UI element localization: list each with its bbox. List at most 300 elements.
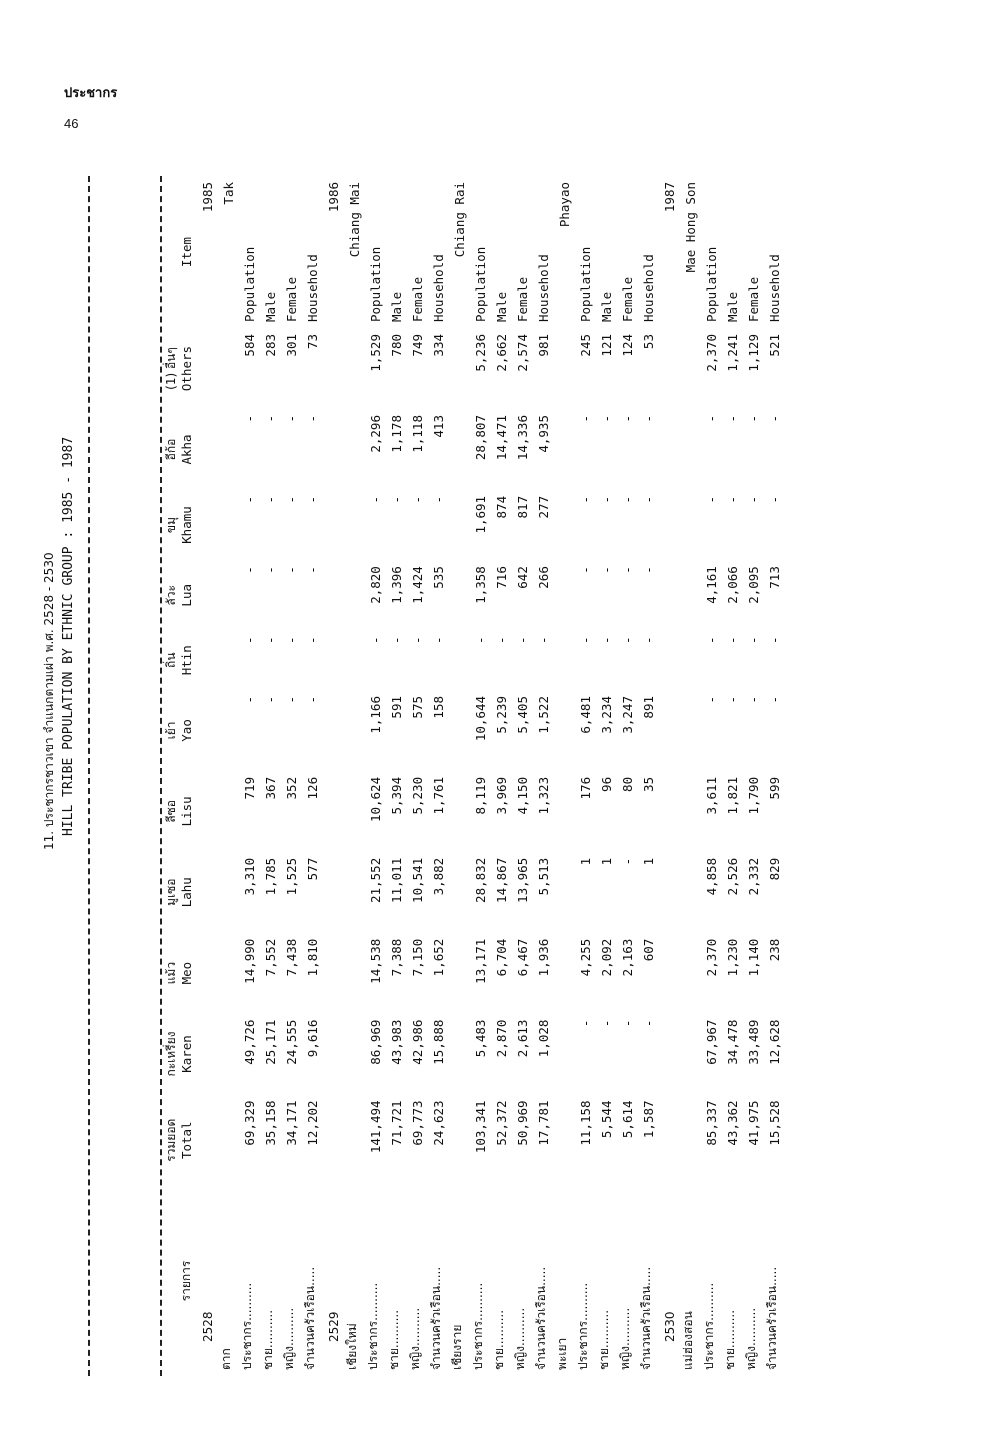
table-cell — [656, 690, 677, 771]
table-cell — [446, 1014, 467, 1095]
column-header-thai: ขมุ — [164, 516, 178, 534]
table-cell: 28,832 — [473, 857, 488, 903]
table-cell: 1,166 — [368, 696, 383, 734]
table-cell — [215, 771, 236, 852]
table-cell — [677, 328, 698, 409]
table-cell: 3,611 — [704, 776, 719, 815]
row-label-thai: 2530 — [663, 1311, 677, 1342]
table-cell — [320, 560, 341, 630]
table-cell: 14,538 — [368, 938, 383, 984]
column-header-thai: กะเหรี่ยง — [164, 1031, 178, 1077]
table-cell — [341, 690, 362, 771]
table-cell: - — [704, 415, 719, 423]
table-cell: 1,587 — [641, 1100, 656, 1139]
table-cell — [341, 409, 362, 490]
table-row — [572, 176, 593, 1376]
table-cell: - — [242, 495, 257, 504]
table-cell: - — [284, 696, 299, 704]
table-cell — [677, 1094, 698, 1186]
table-cell: 577 — [305, 857, 320, 881]
table-row — [446, 176, 467, 1376]
table-row — [761, 176, 782, 1376]
table-cell: 817 — [515, 495, 530, 519]
table-cell: 352 — [284, 776, 299, 800]
table-cell: - — [410, 636, 425, 644]
table-cell: 413 — [431, 415, 446, 438]
column-header-thai: เย้า — [164, 721, 178, 740]
table-cell — [194, 933, 215, 1014]
table-cell: 749 — [410, 334, 425, 357]
table-cell: 43,362 — [725, 1100, 740, 1146]
table-cell — [341, 933, 362, 1014]
table-cell: 1,241 — [725, 334, 740, 372]
row-label-english: Population — [473, 246, 488, 322]
row-label-english: Population — [704, 246, 719, 322]
column-header-10 — [136, 409, 194, 490]
column-header-english: Others — [179, 345, 194, 392]
table-row — [383, 176, 404, 1376]
row-label-english: Female — [515, 276, 530, 322]
table-cell: 2,370 — [704, 938, 719, 977]
table-cell: - — [599, 415, 614, 423]
table-cell: - — [431, 495, 446, 504]
table-cell: 67,967 — [704, 1019, 719, 1065]
table-cell: 14,867 — [494, 857, 509, 903]
table-cell: 12,628 — [767, 1019, 782, 1065]
table-cell: 8,119 — [473, 776, 488, 815]
column-header-english: Htin — [179, 645, 194, 676]
table-cell — [677, 409, 698, 490]
table-cell: 266 — [536, 566, 551, 589]
table-cell: 7,552 — [263, 938, 278, 977]
table-cell — [656, 560, 677, 630]
table-cell: - — [620, 857, 635, 866]
column-header-8 — [136, 560, 194, 630]
table-cell: - — [368, 636, 383, 644]
table-cell — [551, 852, 572, 933]
column-header-english: Lisu — [179, 796, 194, 827]
table-cell: - — [263, 415, 278, 423]
row-label-thai: ชาย.......... — [723, 1309, 737, 1370]
row-label-english: Male — [263, 291, 278, 322]
table-cell — [215, 560, 236, 630]
table-cell — [551, 409, 572, 490]
column-header-12 — [136, 176, 194, 328]
table-cell: - — [767, 495, 782, 504]
table-cell — [320, 1014, 341, 1095]
table-row — [551, 176, 572, 1376]
table-row — [236, 176, 257, 1376]
table-cell: 1,323 — [536, 776, 551, 815]
table-cell: - — [263, 636, 278, 644]
table-row — [719, 176, 740, 1376]
column-header-thai: แม้ว — [164, 961, 178, 985]
table-cell: 7,388 — [389, 938, 404, 977]
table-cell: 34,478 — [725, 1019, 740, 1065]
table-cell: - — [515, 636, 530, 644]
table-cell: - — [389, 495, 404, 504]
table-cell — [215, 852, 236, 933]
table-cell: 1,691 — [473, 495, 488, 534]
table-cell: 25,171 — [263, 1019, 278, 1065]
table-cell: 891 — [641, 696, 656, 719]
table-row — [593, 176, 614, 1376]
column-header-thai: ถิ่น — [164, 652, 178, 668]
table-title-english: HILL TRIBE POPULATION BY ETHNIC GROUP : 1985 - 1987 — [61, 436, 76, 836]
row-label-english: 1986 — [326, 182, 341, 213]
row-label-thai: ประชากร.......... — [702, 1282, 716, 1370]
table-row — [530, 176, 551, 1376]
table-cell: 1,821 — [725, 776, 740, 815]
table-row — [257, 176, 278, 1376]
table-cell: - — [473, 636, 488, 644]
table-cell: 50,969 — [515, 1100, 530, 1146]
column-header-thai: รวมยอด — [164, 1118, 178, 1162]
table-cell: 1,810 — [305, 938, 320, 977]
row-label-english: Population — [242, 246, 257, 322]
table-cell: 874 — [494, 495, 509, 519]
table-cell — [194, 490, 215, 560]
table-cell: - — [305, 566, 320, 574]
table-cell — [446, 409, 467, 490]
table-cell: - — [284, 415, 299, 423]
table-cell — [320, 852, 341, 933]
table-cell: - — [284, 636, 299, 644]
table-cell: 607 — [641, 938, 656, 962]
row-label-thai: ประชากร.......... — [471, 1282, 485, 1370]
table-cell: 7,150 — [410, 938, 425, 977]
table-cell: 1,129 — [746, 334, 761, 372]
table-cell — [446, 852, 467, 933]
table-cell: 4,161 — [704, 566, 719, 604]
table-cell — [320, 328, 341, 409]
table-cell: 5,405 — [515, 696, 530, 734]
table-cell: - — [410, 495, 425, 504]
table-cell — [341, 1014, 362, 1095]
column-header-english: Karen — [179, 1035, 194, 1073]
table-cell: 41,975 — [746, 1100, 761, 1146]
table-cell: 1,424 — [410, 566, 425, 604]
row-label-english: Chiang Rai — [452, 182, 467, 258]
table-cell: 5,483 — [473, 1019, 488, 1058]
table-cell: 367 — [263, 776, 278, 800]
table-cell: - — [494, 636, 509, 644]
table-cell — [215, 490, 236, 560]
row-label-english: Female — [620, 276, 635, 322]
table-cell — [341, 630, 362, 690]
table-cell: - — [599, 566, 614, 574]
table-cell: 2,870 — [494, 1019, 509, 1058]
table-cell — [194, 690, 215, 771]
table-cell: 716 — [494, 566, 509, 589]
table-cell — [194, 560, 215, 630]
table-cell: 2,574 — [515, 334, 530, 372]
table-cell: 28,807 — [473, 415, 488, 461]
table-cell: 1,525 — [284, 857, 299, 896]
table-cell: 42,986 — [410, 1019, 425, 1065]
table-cell — [215, 1094, 236, 1186]
column-header-thai: ลีซอ — [164, 799, 178, 823]
table-cell: - — [263, 566, 278, 574]
table-cell: 2,332 — [746, 857, 761, 896]
table-cell: 24,623 — [431, 1100, 446, 1146]
table-cell: 49,726 — [242, 1019, 257, 1065]
table-title-thai: 11. ประชากรชาวเขา จำแนกตามเผ่า พ.ศ. 2528 - 2530 — [42, 552, 56, 850]
table-cell: - — [578, 636, 593, 644]
table-cell: - — [242, 566, 257, 574]
row-label-english: Female — [284, 276, 299, 322]
table-cell: 6,467 — [515, 938, 530, 977]
table-row — [677, 176, 698, 1376]
table-cell: - — [641, 495, 656, 504]
table-cell: 3,234 — [599, 696, 614, 734]
table-cell — [320, 690, 341, 771]
column-header-row — [136, 176, 194, 1376]
table-cell: 2,092 — [599, 938, 614, 977]
table-cell: - — [767, 415, 782, 423]
table-cell: 1,396 — [389, 566, 404, 604]
table-cell: 283 — [263, 334, 278, 357]
column-header-thai: มูเซอ — [164, 878, 178, 906]
table-cell: - — [620, 1019, 635, 1028]
table-row — [425, 176, 446, 1376]
table-cell: - — [725, 495, 740, 504]
row-label-english: Household — [536, 254, 551, 322]
table-cell — [215, 1014, 236, 1095]
table-row — [740, 176, 761, 1376]
row-label-english: Male — [599, 291, 614, 322]
top-dashed-rule — [88, 176, 90, 1376]
row-label-thai: เชียงใหม่ — [345, 1323, 359, 1370]
table-cell: 2,820 — [368, 566, 383, 604]
table-row — [194, 176, 215, 1376]
table-cell — [320, 490, 341, 560]
table-cell: 103,341 — [473, 1100, 488, 1154]
table-cell: 1,936 — [536, 938, 551, 977]
table-cell: 80 — [620, 776, 635, 792]
table-body — [194, 176, 782, 1376]
table-cell: 5,239 — [494, 696, 509, 734]
table-cell — [656, 409, 677, 490]
table-cell: 981 — [536, 334, 551, 357]
table-cell: 158 — [431, 696, 446, 719]
table-cell — [551, 771, 572, 852]
column-header-english: Meo — [179, 961, 194, 985]
row-label-thai: หญิง.......... — [513, 1307, 527, 1370]
table-cell: 1,230 — [725, 938, 740, 977]
row-label-thai: จำนวนครัวเรือน..... — [303, 1266, 317, 1370]
table-cell: 33,489 — [746, 1019, 761, 1065]
row-label-english: Mae Hong Son — [683, 182, 698, 273]
table-cell: 4,150 — [515, 776, 530, 815]
table-cell: 176 — [578, 776, 593, 800]
column-header-4 — [136, 852, 194, 933]
table-cell: 1,790 — [746, 776, 761, 815]
table-cell — [320, 630, 341, 690]
table-cell — [446, 560, 467, 630]
table-cell — [656, 1014, 677, 1095]
table-cell: 5,230 — [410, 776, 425, 815]
table-cell: - — [620, 636, 635, 644]
table-cell: 829 — [767, 857, 782, 881]
table-cell: 3,969 — [494, 776, 509, 815]
table-cell — [341, 490, 362, 560]
table-cell — [341, 771, 362, 852]
table-row — [215, 176, 236, 1376]
table-cell: 43,983 — [389, 1019, 404, 1065]
page-number: 46 — [64, 116, 79, 131]
table-cell — [656, 852, 677, 933]
table-cell: - — [641, 636, 656, 644]
table-cell: - — [263, 495, 278, 504]
table-cell: 1 — [641, 857, 656, 866]
row-label-english: Household — [641, 254, 656, 322]
table-cell — [215, 409, 236, 490]
table-cell: - — [599, 636, 614, 644]
table-cell: 126 — [305, 776, 320, 800]
table-cell: - — [746, 415, 761, 423]
table-cell: 9,616 — [305, 1019, 320, 1058]
table-cell: - — [536, 636, 551, 644]
column-header-3 — [136, 933, 194, 1014]
column-header-2 — [136, 1014, 194, 1095]
table-row — [656, 176, 677, 1376]
row-label-thai: ประชากร.......... — [576, 1282, 590, 1370]
table-cell: 1,140 — [746, 938, 761, 977]
table-cell: - — [746, 696, 761, 704]
table-cell: 4,935 — [536, 415, 551, 453]
column-header-11 — [136, 328, 194, 409]
table-row — [509, 176, 530, 1376]
table-cell — [656, 490, 677, 560]
table-cell — [320, 409, 341, 490]
table-cell: - — [620, 415, 635, 423]
column-header-6 — [136, 690, 194, 771]
table-cell: 7,438 — [284, 938, 299, 977]
table-cell: - — [725, 696, 740, 704]
table-cell: 11,011 — [389, 857, 404, 903]
table-cell: - — [767, 696, 782, 704]
table-cell: - — [578, 1019, 593, 1028]
table-cell: 86,969 — [368, 1019, 383, 1065]
table-cell: 2,066 — [725, 566, 740, 604]
table-cell: - — [725, 636, 740, 644]
table-cell — [341, 560, 362, 630]
row-label-thai: แม่ฮ่องสอน — [681, 1311, 695, 1370]
table-cell — [656, 1094, 677, 1186]
column-header-thai: อีก้อ — [164, 438, 178, 461]
column-header-9 — [136, 490, 194, 560]
row-label-english: Tak — [221, 182, 236, 205]
table-cell: - — [242, 636, 257, 644]
table-cell: - — [242, 415, 257, 423]
table-cell: 575 — [410, 696, 425, 719]
table-cell: - — [641, 415, 656, 423]
table-cell — [677, 852, 698, 933]
row-label-english: Male — [494, 291, 509, 322]
row-label-thai: 2529 — [327, 1311, 341, 1342]
row-label-english: 1985 — [200, 182, 215, 213]
table-cell: 52,372 — [494, 1100, 509, 1146]
table-cell: 10,644 — [473, 696, 488, 742]
table-cell — [446, 771, 467, 852]
table-cell: 35 — [641, 776, 656, 792]
table-cell: - — [641, 566, 656, 574]
table-cell: - — [368, 495, 383, 504]
table-cell: 1,522 — [536, 696, 551, 734]
row-label-english: Chiang Mai — [347, 182, 362, 258]
table-cell: 584 — [242, 334, 257, 357]
column-header-english: Yao — [179, 719, 194, 742]
table-row — [362, 176, 383, 1376]
table-cell — [215, 690, 236, 771]
table-cell: 2,613 — [515, 1019, 530, 1058]
row-label-english: Male — [725, 291, 740, 322]
table-cell: - — [242, 696, 257, 704]
table-cell: 301 — [284, 334, 299, 357]
table-cell: 73 — [305, 334, 320, 350]
table-cell: 12,202 — [305, 1100, 320, 1146]
table-cell: 6,704 — [494, 938, 509, 977]
table-cell — [215, 328, 236, 409]
row-label-thai: หญิง.......... — [408, 1307, 422, 1370]
table-cell — [194, 771, 215, 852]
table-cell: - — [431, 636, 446, 644]
table-cell — [194, 630, 215, 690]
table-cell: 1,178 — [389, 415, 404, 453]
table-cell — [677, 690, 698, 771]
row-label-thai: หญิง.......... — [618, 1307, 632, 1370]
row-label-thai: ประชากร.......... — [366, 1282, 380, 1370]
table-cell — [677, 630, 698, 690]
table-cell: 780 — [389, 334, 404, 357]
table-cell — [446, 690, 467, 771]
table-cell: 3,310 — [242, 857, 257, 896]
table-cell: 2,526 — [725, 857, 740, 896]
table-cell — [551, 560, 572, 630]
row-label-english: Household — [431, 254, 446, 322]
table-cell — [320, 1094, 341, 1186]
table-cell — [551, 490, 572, 560]
table-cell: 71,721 — [389, 1100, 404, 1146]
table-row — [341, 176, 362, 1376]
column-header-english: Lua — [179, 584, 194, 607]
table-row — [635, 176, 656, 1376]
table-cell: - — [284, 495, 299, 504]
table-cell: 1,118 — [410, 415, 425, 453]
table-cell — [551, 630, 572, 690]
table-cell: - — [305, 495, 320, 504]
table-cell: - — [704, 636, 719, 644]
table-cell: 719 — [242, 776, 257, 800]
table-cell: 14,471 — [494, 415, 509, 461]
row-label-thai: จำนวนครัวเรือน..... — [639, 1266, 653, 1370]
table-cell — [551, 933, 572, 1014]
row-label-english: 1987 — [662, 182, 677, 213]
table-cell: 14,990 — [242, 938, 257, 984]
table-cell: - — [578, 566, 593, 574]
table-cell: 1,785 — [263, 857, 278, 896]
table-cell — [446, 328, 467, 409]
table-cell: 24,555 — [284, 1019, 299, 1065]
table-cell: 17,781 — [536, 1100, 551, 1146]
row-label-english: Female — [410, 276, 425, 322]
table-cell: 5,614 — [620, 1100, 635, 1139]
table-cell — [320, 933, 341, 1014]
table-cell: 3,247 — [620, 696, 635, 734]
table-cell — [551, 328, 572, 409]
table-cell: 2,662 — [494, 334, 509, 372]
